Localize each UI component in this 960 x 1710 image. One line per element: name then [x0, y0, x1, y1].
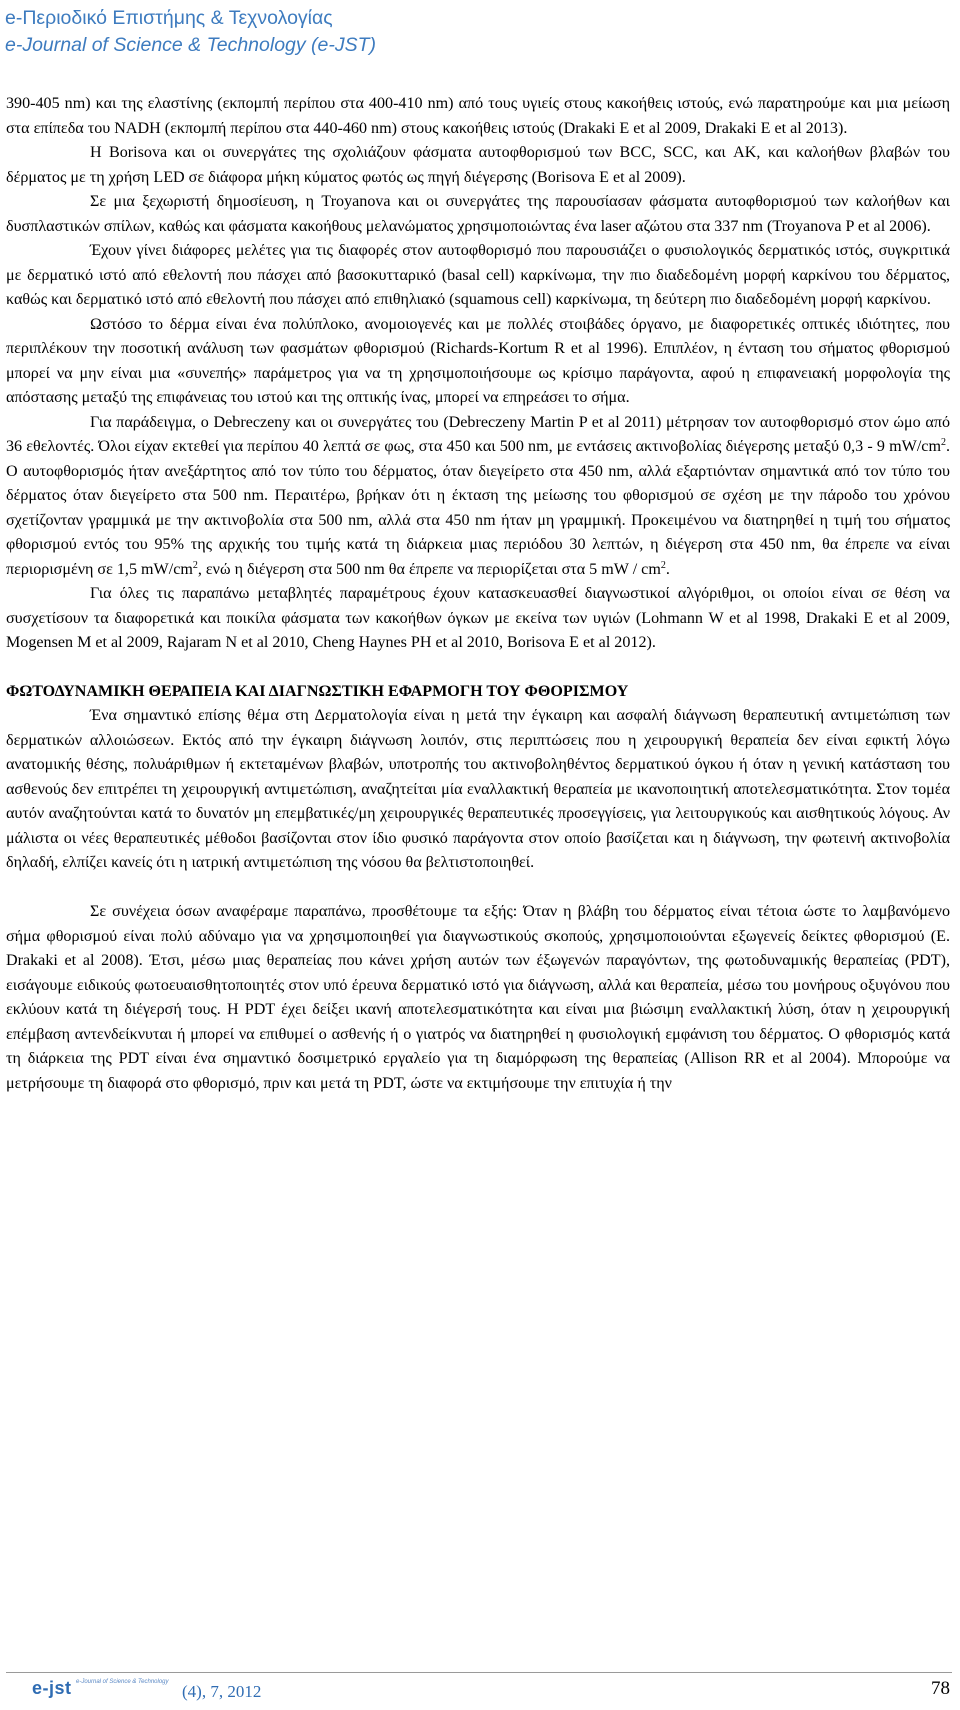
journal-header — [5, 5, 376, 59]
text-run: Για παράδειγμα, ο Debreczeny και οι συνεργάτες του (Debreczeny Martin P et al 2011) μέτρησαν τον αυτοφθορισμό στον ώμο από 36 εθελοντές. Όλοι είχαν εκτεθεί για περίπου 40 λεπτά σε φως, στα 450 και 500 nm, με εντάσεις ακτινοβολίας διέγερσης μεταξύ 0,3 - 9 mW/cm — [6, 413, 950, 455]
journal-title-greek: e-Περιοδικό Επιστήμης & Τεχνολογίας — [5, 7, 333, 29]
page-number: 78 — [931, 1678, 950, 1699]
paragraph: 390-405 nm) και της ελαστίνης (εκπομπή περίπου στα 400-410 nm) από τους υγιείς στους κακοήθεις ιστούς, ενώ παρατηρούμε και μια μείωση στα επίπεδα του NADH (εκπομπή περίπου στα 440-460 nm) στους κακοήθεις ιστούς (Drakaki E et al 2009, Drakaki E et al 2013). — [6, 95, 950, 137]
paragraph: Σε συνέχεια όσων αναφέραμε παραπάνω, προσθέτουμε τα εξής: Όταν η βλάβη του δέρματος είναι τέτοια ώστε το λαμβανόμενο σήμα φθορισμού είναι πολύ αδύναμο για να χρησιμοποιηθεί για διαγνωστικούς σκοπούς, χρησιμοποιούνται εξωγενείς δείκτες φθορισμού (E. Drakaki et al 2008). Έτσι, μέσω μιας θεραπείας που κάνει χρήση αυτών των έξωγενών παραγόντων, της φωτοδυναμικής θεραπείας (PDT), εισάγουμε ειδικούς φωτοευαισθητοποιητές στον υπό έρευνα δερματικό ιστό για διάγνωση, αλλά και θεραπεία, μέσω του μονήρους οξυγόνου που εκλύουν κατά τη διέγερσή τους. Η PDT έχει δείξει ικανή αποτελεσματικότητα και είναι μια βιώσιμη εναλλακτική λύση, όταν η χειρουργική επέμβαση αντενδείκνυται ή μπορεί να επιθυμεί ο ασθενής ή ο γιατρός να διατηρηθεί η φυσιολογική εμφάνιση του δέρματος. Ο φθορισμός κατά τη διάρκεια της PDT είναι ένα σημαντικό δοσιμετρικό εργαλείο για τη διαμόρφωση της θεραπείας (Allison RR et al 2004). Μπορούμε να μετρήσουμε τη διαφορά στο φθορισμό, πριν και μετά τη PDT, ώστε να εκτιμήσουμε την επιτυχία ή την — [6, 903, 950, 1092]
superscript: 2 — [192, 559, 198, 571]
paragraph: Για όλες τις παραπάνω μεταβλητές παραμέτρους έχουν κατασκευασθεί διαγνωστικοί αλγόριθμοι, οι οποίοι είναι σε θέση να συσχετίσουν τα διαφορετικά και ποικίλα φάσματα των κακοήθων όγκων με εκείνα των υγιών (Lohmann W et al 1998, Drakaki E et al 2009, Mogensen M et al 2009, Rajaram N et al 2010, Cheng Haynes PH et al 2010, Borisova E et al 2012). — [6, 585, 950, 651]
logo-subtitle: e-Journal of Science & Technology — [76, 1679, 169, 1685]
paragraph: Ωστόσο το δέρμα είναι ένα πολύπλοκο, ανομοιογενές και με πολλές στοιβάδες όργανο, με διαφορετικές οπτικές ιδιότητες, που περιπλέκουν την ποσοτική ανάλυση των φασμάτων φθορισμού (Richards-Kortum R et al 1996). Επιπλέον, η ένταση του σήματος φθορισμού μπορεί να μην είναι μια «συνεπής» παράμετρος για να τη χρησιμοποιήσουμε ως κρίσιμο παράγοντα, αφού η επιφανειακή μορφολογία της απόστασης μεταξύ της επιφάνειας του ιστού και της οπτικής ίνας, μπορεί να επηρεάσει το σήμα. — [6, 315, 950, 406]
journal-title-english: e-Journal of Science & Technology (e-JST) — [5, 34, 377, 56]
paragraph: Έχουν γίνει διάφορες μελέτες για τις διαφορές στον αυτοφθορισμό που παρουσιάζει ο φυσιολογικός δερματικός ιστός, συγκριτικά με δερματικό ιστό από εθελοντή που πάσχει από βασοκυτταρικό (basal cell) καρκίνωμα, την πιο διαδεδομένη μορφή καρκίνου του δέρματος, καθώς και δερματικό ιστό από εθελοντή που πάσχει από επιθηλιακό (squamous cell) καρκίνωμα, τη δεύτερη πιο διαδεδομένη μορφή καρκίνου. — [6, 242, 950, 308]
paragraph: Ένα σημαντικό επίσης θέμα στη Δερματολογία είναι η μετά την έγκαιρη και ασφαλή διάγνωση θεραπευτική αντιμετώπιση των δερματικών αλλοιώσεων. Εκτός από την έγκαιρη διάγνωση λοιπόν, στις περιπτώσεις που η χειρουργική θεραπεία δεν είναι εφικτή λόγω ανατομικής θέσης, πολυάριθμων ή εκτεταμένων βλαβών, υποτροπής του ακτινοβοληθέντος δερματικού όγκου ή όταν η γενική κατάσταση του ασθενούς δεν επιτρέπει τη χειρουργική αντιμετώπιση, αναζητείται μία εναλλακτική θεραπεία με ικανοποιητική αποτελεσματικότητα. Στον τομέα αυτόν αναζητούνται κατά το δυνατόν μη επεμβατικές/μη χειρουργικές θεραπευτικές προσεγγίσεις, για λειτουργικούς και αισθητικούς λόγους. Αν μάλιστα οι νέες θεραπευτικές μέθοδοι βασίζονται στον ίδιο φυσικό παράγοντα στον οποίο βασίζεται και η διάγνωση, την φωτεινή ακτινοβολία δηλαδή, ελπίζει κανείς ότι η ιατρική αντιμετώπιση της νόσου θα βελτιστοποιηθεί. — [6, 707, 950, 871]
text-run: , ενώ η διέγερση στα 500 nm θα έπρεπε να περιορίζεται στα 5 mW / cm — [197, 560, 661, 578]
text-run: . — [665, 560, 670, 578]
superscript: 2 — [660, 559, 666, 571]
text-run: . Ο αυτοφθορισμός ήταν ανεξάρτητος από τον τύπο του δέρματος, όταν διεγείρετο στα 450 nm, αλλά εξαρτιόνταν σημαντικά από τον τύπο του δέρματος όταν διεγείρετο στα 500 nm. Περαιτέρω, βρήκαν ότι η έκταση της μείωσης του φθορισμού σε σχέση με την πάροδο του χρόνου σχετίζονταν γραμμικά με την ακτινοβολία στα 500 nm, αλλά στα 450 nm ήταν μη γραμμική. Προκειμένου να διατηρηθεί η τιμή του σήματος φθορισμού εντός του 95% της αρχικής του τιμής κατά τη διάρκεια μιας περιόδου 30 λεπτών, η διέγερση στα 450 nm, θα έπρεπε να είναι περιορισμένη σε 1,5 mW/cm — [6, 438, 950, 578]
article-body — [6, 92, 950, 1096]
paragraph: Η Borisova και οι συνεργάτες της σχολιάζουν φάσματα αυτοφθορισμού των BCC, SCC, και AK, και καλοήθων βλαβών του δέρματος με τη χρήση LED σε διάφορα μήκη κύματος φωτός ως πηγή διέγερσης (Borisova E et al 2009). — [6, 144, 950, 186]
page-footer — [6, 1676, 952, 1706]
paragraph — [6, 411, 950, 583]
paragraph: Σε μια ξεχωριστή δημοσίευση, η Troyanova και οι συνεργάτες της παρουσίασαν φάσματα αυτοφθορισμού των καλοήθων και δυσπλαστικών σπίλων, καθώς και φάσματα κακοήθους μελανώματος χρησιμοποιώντας ένα laser αζώτου στα 337 nm (Troyanova P et al 2006). — [6, 193, 950, 235]
journal-logo — [32, 1678, 169, 1699]
superscript: 2 — [940, 437, 946, 448]
issue-info: (4), 7, 2012 — [182, 1682, 262, 1701]
footer-divider — [6, 1672, 952, 1673]
logo-text: e-jst — [32, 1678, 72, 1698]
section-heading: ΦΩΤΟΔΥΝΑΜΙΚΗ ΘΕΡΑΠΕΙΑ ΚΑΙ ΔΙΑΓΝΩΣΤΙΚΗ ΕΦΑΡΜΟΓΗ ΤΟΥ ΦΘΟΡΙΣΜΟΥ — [6, 682, 629, 700]
